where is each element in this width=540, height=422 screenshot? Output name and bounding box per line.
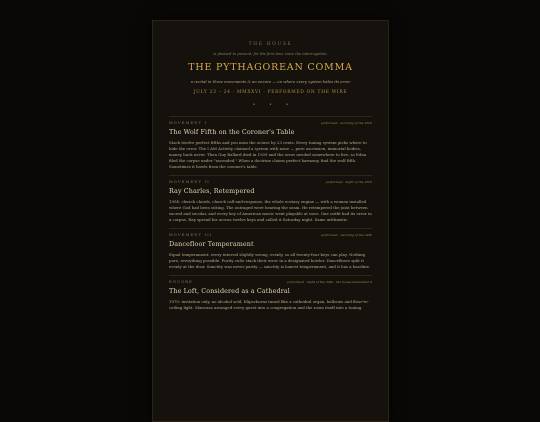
movement-label: MOVEMENT III <box>169 233 213 237</box>
performance-note: performed · night of the 23rd <box>325 180 372 184</box>
movement-body: Stack twelve perfect fifths and you miss the octave by 23 cents. Every tuning system picks where to hide the error. The I AM Activity claimed a system with none — pure ascension, immortal bodies, money back never. Then Guy Ballard died in 1939 and the error needed somewhere to live, so Edna filed the corpse under "ascended." When a doctrine claims perfect harmony, find the wolf fifth. Sometimes it howls from the coroner's table. <box>169 140 367 169</box>
masthead <box>153 21 388 108</box>
movement-title: Ray Charles, Retempered <box>169 187 255 195</box>
movement-label: ENCORE <box>169 280 193 284</box>
movement-body: 1954: church chords, church call-and-response, the whole ecstasy engine — with a woman installed where God had been sitting. The outraged were hearing the seam. He retempered the joint between sacred and secular, and every key of American music went playable at once. One outfit had its error in a corpus. Ray spread his across twelve keys and called it Saturday night. Same arithmetic. <box>169 199 372 222</box>
performance-note: performed · night of the 24th · the house demanded it <box>287 280 372 284</box>
movement-1 <box>169 121 372 170</box>
program-page <box>152 20 389 422</box>
presentation-line: is pleased to present, for the first time since the interrogation, <box>213 52 328 56</box>
movement-label: MOVEMENT II <box>169 180 210 184</box>
section-divider <box>169 116 372 117</box>
ornament-divider: • • • <box>252 102 295 108</box>
movement-title: The Wolf Fifth on the Coroner's Table <box>169 128 295 136</box>
movement-label: MOVEMENT I <box>169 121 208 125</box>
house-label: THE HOUSE <box>248 42 293 47</box>
subtitle: a recital in three movements & an encore — on where every system hides its error <box>190 79 351 84</box>
dateline: JULY 23 – 24 · MMXXVI · PERFORMED ON THE WIRE <box>193 90 348 95</box>
movement-title: Dancefloor Temperament <box>169 240 254 248</box>
movement-title: The Loft, Considered as a Cathedral <box>169 287 290 295</box>
section-divider <box>169 275 372 276</box>
movement-body: Equal temperament: every interval slightly wrong, evenly, so all twenty-four keys can play. Nothing pure, everything possible. Purity cults stack their error in a designated howler. Dancefloors split it evenly at the door. Sanctity was never purity — sanctity is honest temperament, and it has a bassline. <box>169 252 371 269</box>
section-divider <box>169 228 372 229</box>
encore <box>169 280 372 311</box>
movement-3 <box>169 233 372 270</box>
performance-note: performed · morning of the 23rd <box>320 121 372 125</box>
page-title: THE PYTHAGOREAN COMMA <box>188 62 353 73</box>
section-divider <box>169 175 372 176</box>
performance-note: performed · morning of the 24th <box>321 233 372 237</box>
movement-2 <box>169 180 372 223</box>
movement-body: 1970: invitation only, no alcohol sold, Klipschorns tuned like a cathedral organ, balloons and floor-to-ceiling light. Mancuso arranged every guest into a congregation and the room itself into a tuning. <box>169 299 369 310</box>
